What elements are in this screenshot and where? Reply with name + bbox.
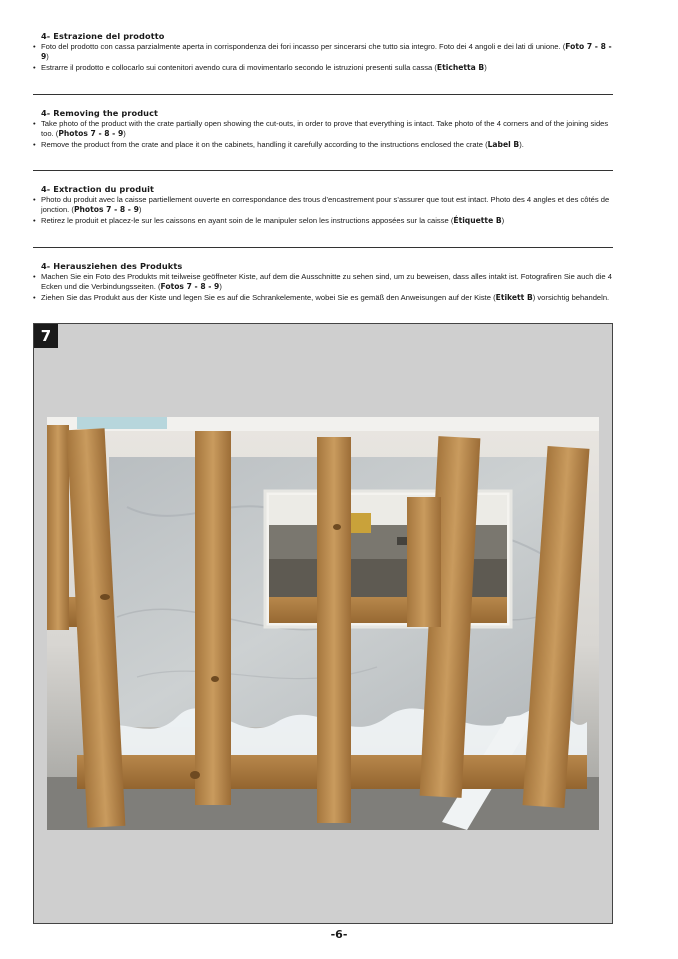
section-italian (33, 31, 613, 73)
crate-photo (47, 417, 599, 830)
bullet-item: • Foto del prodotto con cassa parzialmente aperta in corrispondenza dei fori incasso per sincerarsi che tutto sia integro. Foto dei 4 angoli e dei lati di unione. (Foto 7 - 8 - 9) (33, 42, 613, 63)
section-title: 4- Removing the product (41, 108, 159, 118)
section-title: 4- Extraction du produit (41, 184, 155, 194)
divider (33, 247, 613, 248)
figure-number-badge: 7 (34, 324, 58, 348)
page-number: -6- (330, 928, 348, 941)
divider (33, 170, 613, 171)
section-title: 4- Estrazione del prodotto (41, 31, 165, 41)
bullet-item: • Photo du produit avec la caisse partiellement ouverte en correspondance des trous d’encastrement pour s’assurer que tout est intact. Photo des 4 angles et des côtés de jonction. (Photos 7 - 8 - 9) (33, 195, 613, 216)
bullet-item: • Estrarre il prodotto e collocarlo sui contenitori avendo cura di movimentarlo secondo le istruzioni presenti sulla cassa (Etichetta B) (33, 63, 613, 73)
section-german (33, 261, 613, 303)
bullet-item: • Retirez le produit et placez-le sur les caissons en ayant soin de le manipuler selon les instructions apposées sur la caisse (Étiquette B) (33, 216, 613, 226)
bullet-item: • Take photo of the product with the crate partially open showing the cut-outs, in order to prove that everything is intact. Take photo of the 4 corners and of the joining sides too. (Photos 7 - 8 - 9) (33, 119, 613, 140)
figure-panel (33, 323, 613, 924)
bullet-item: • Ziehen Sie das Produkt aus der Kiste und legen Sie es auf die Schrankelemente, wobei Sie es gemäß den Anweisungen auf der Kiste (Etikett B) vorsichtig behandeln. (33, 293, 613, 303)
bullet-item: • Machen Sie ein Foto des Produkts mit teilweise geöffneter Kiste, auf dem die Ausschnitte zu sehen sind, um zu beweisen, dass alles intakt ist. Fotografiren Sie auch die 4 Ecken und die Verbindungsseiten. (Fotos 7 - 8 - 9) (33, 272, 613, 293)
section-english (33, 108, 613, 150)
divider (33, 94, 613, 95)
section-french (33, 184, 613, 226)
bullet-item: • Remove the product from the crate and place it on the cabinets, handling it carefully according to the instructions enclosed the crate (Label B). (33, 140, 613, 150)
section-title: 4- Herausziehen des Produkts (41, 261, 183, 271)
